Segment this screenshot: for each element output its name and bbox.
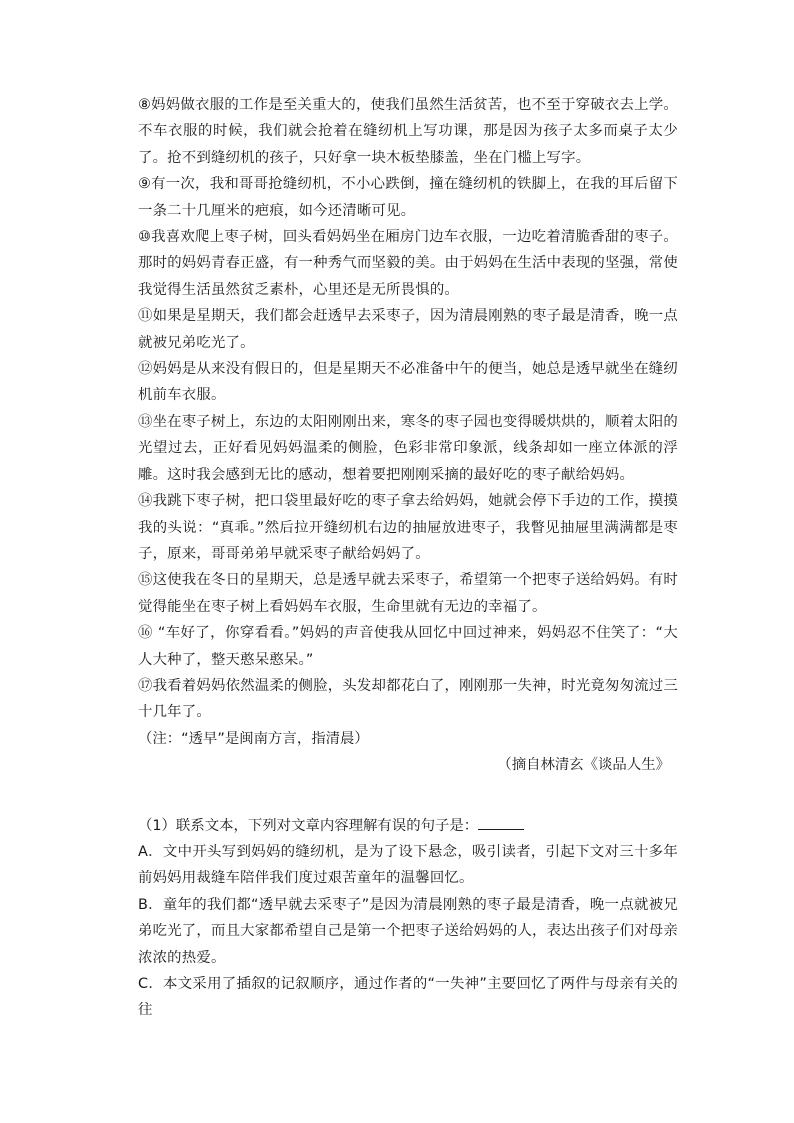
paragraph-8: ⑧妈妈做衣服的工作是至关重大的，使我们虽然生活贫苦，也不至于穿破衣去上学。不车衣服的时候，我们就会抢着在缝纫机上写功课，那是因为孩子太多而桌子太少了。抢不到缝纫机的孩子，只好拿一块木板垫膝盖，坐在门槛上写字。 bbox=[138, 97, 678, 166]
document-page bbox=[138, 92, 678, 1024]
question-stem bbox=[138, 813, 678, 839]
paragraph-14: ⑭我跳下枣子树，把口袋里最好吃的枣子拿去给妈妈，她就会停下手边的工作，摸摸我的头说：“真乖。”然后拉开缝纫机右边的抽屉放进枣子，我瞥见抽屉里满满都是枣子，原来，哥哥弟弟早就采枣子献给妈妈了。 bbox=[138, 493, 678, 562]
source-citation: （摘自林清玄《谈品人生》 bbox=[497, 757, 670, 774]
option-a: A．文中开头写到妈妈的缝纫机，是为了设下悬念，吸引读者，引起下文对三十多年前妈妈用裁缝车陪伴我们度过艰苦童年的温馨回忆。 bbox=[138, 843, 678, 887]
paragraph-11: ⑪如果是星期天，我们都会赶透早去采枣子，因为清晨刚熟的枣子最是清香，晚一点就被兄弟吃光了。 bbox=[138, 308, 678, 351]
paragraph-15: ⑮这使我在冬日的星期天，总是透早就去采枣子，希望第一个把枣子送给妈妈。有时觉得能坐在枣子树上看妈妈车衣服，生命里就有无边的幸福了。 bbox=[138, 572, 678, 615]
option-c: C．本文采用了插叙的记叙顺序，通过作者的“一失神”主要回忆了两件与母亲有关的往 bbox=[138, 976, 678, 1019]
paragraph-9: ⑨有一次，我和哥哥抢缝纫机，不小心跌倒，撞在缝纫机的铁脚上，在我的耳后留下一条二十几厘米的疤痕，如今还清晰可见。 bbox=[138, 176, 678, 219]
question-stem-text: （1）联系文本，下列对文章内容理解有误的句子是： bbox=[138, 817, 479, 834]
option-b: B．童年的我们都“透早就去采枣子”是因为清晨刚熟的枣子最是清香，晚一点就被兄弟吃光了，而且大家都希望自己是第一个把枣子送给妈妈的人，表达出孩子们对母亲浓浓的热爱。 bbox=[138, 896, 678, 966]
annotation-note: （注：“透早”是闽南方言，指清晨） bbox=[138, 730, 369, 747]
paragraph-10: ⑩我喜欢爬上枣子树，回头看妈妈坐在厢房门边车衣服，一边吃着清脆香甜的枣子。那时的妈妈青春正盛，有一种秀气而坚毅的美。由于妈妈在生活中表现的坚强，常使我觉得生活虽然贫乏素朴，心里还是无所畏惧的。 bbox=[138, 229, 678, 298]
question-block bbox=[138, 813, 678, 1024]
passage bbox=[138, 92, 678, 779]
section-gap bbox=[138, 779, 678, 813]
paragraph-16: ⑯ “车好了，你穿看看。”妈妈的声音使我从回忆中回过神来，妈妈忍不住笑了：“大人大种了，整天憨呆憨呆。” bbox=[138, 625, 678, 668]
answer-blank bbox=[478, 815, 524, 830]
paragraph-13: ⑬坐在枣子树上，东边的太阳刚刚出来，寒冬的枣子园也变得暖烘烘的，顺着太阳的光望过去，正好看见妈妈温柔的侧脸，色彩非常印象派，线条却如一座立体派的浮雕。这时我会感到无比的感动，想着要把刚刚采摘的最好吃的枣子献给妈妈。 bbox=[138, 413, 678, 483]
paragraph-17: ⑰我看着妈妈依然温柔的侧脸，头发却都花白了，刚刚那一失神，时光竟匆匆流过三十几年了。 bbox=[138, 677, 678, 721]
paragraph-12: ⑫妈妈是从来没有假日的，但是星期天不必准备中午的便当，她总是透早就坐在缝纫机前车衣服。 bbox=[138, 361, 678, 404]
